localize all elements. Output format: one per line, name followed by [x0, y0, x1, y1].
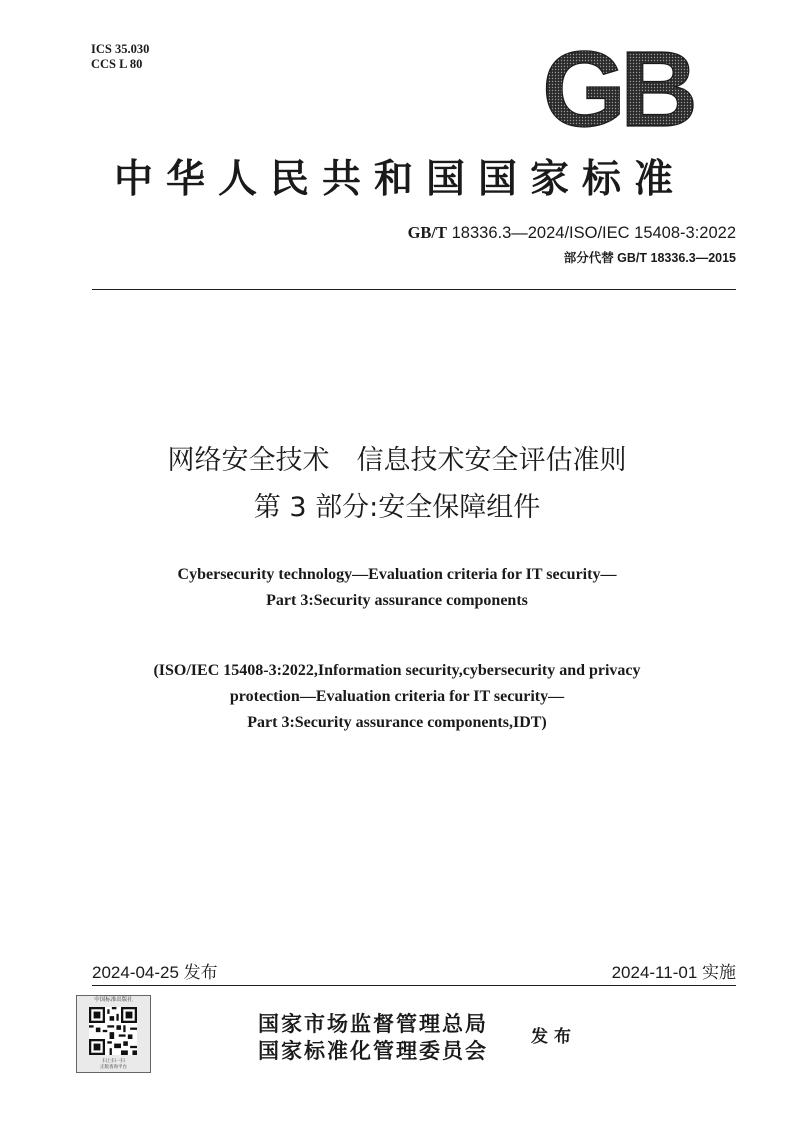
english-title-line-2: Part 3:Security assurance components	[266, 592, 528, 609]
sticker-footer: 扫上扫一扫 正版查询平台	[100, 1059, 127, 1070]
english-title	[0, 562, 794, 614]
issuer-sac: 国家标准化管理委员会	[258, 1038, 488, 1063]
national-standard-heading: 中华人民共和国国家标准	[113, 156, 686, 202]
standard-number-prefix: GB/T	[407, 223, 448, 242]
publication-date: 2024-04-25 发布	[92, 963, 218, 982]
international-reference-line-1: (ISO/IEC 15408-3:2022,Information security,cybersecurity and privacy	[153, 662, 641, 679]
replaces-note: 部分代替 GB/T 18336.3—2015	[563, 251, 736, 265]
chinese-title-line-2: 第 3 部分:安全保障组件	[253, 492, 541, 523]
ics-code: ICS 35.030	[91, 42, 150, 56]
international-reference-line-3: Part 3:Security assurance components,IDT)	[247, 714, 547, 731]
ccs-code: CCS L 80	[91, 57, 143, 71]
anti-counterfeit-sticker	[76, 995, 151, 1073]
gb-logo-mark: GB	[542, 38, 692, 138]
standard-number	[408, 223, 736, 243]
standard-number-body: 18336.3—2024/ISO/IEC 15408-3:2022	[447, 224, 736, 242]
classification-codes	[91, 42, 149, 72]
qr-code-icon	[89, 1007, 137, 1055]
international-reference-line-2: protection—Evaluation criteria for IT security—	[229, 688, 565, 705]
bottom-divider	[92, 985, 736, 986]
top-divider	[92, 289, 736, 290]
issuing-authorities	[258, 1010, 488, 1064]
sticker-header: 中国标准出版社	[94, 997, 133, 1003]
implementation-date: 2024-11-01 实施	[611, 963, 736, 982]
issuer-samr: 国家市场监督管理总局	[258, 1011, 488, 1036]
international-reference	[0, 658, 794, 736]
chinese-title-line-1: 网络安全技术 信息技术安全评估准则	[167, 445, 627, 476]
english-title-line-1: Cybersecurity technology—Evaluation criteria for IT security—	[177, 566, 617, 583]
issue-label: 发布	[531, 1027, 577, 1047]
gb-logo	[533, 38, 703, 138]
